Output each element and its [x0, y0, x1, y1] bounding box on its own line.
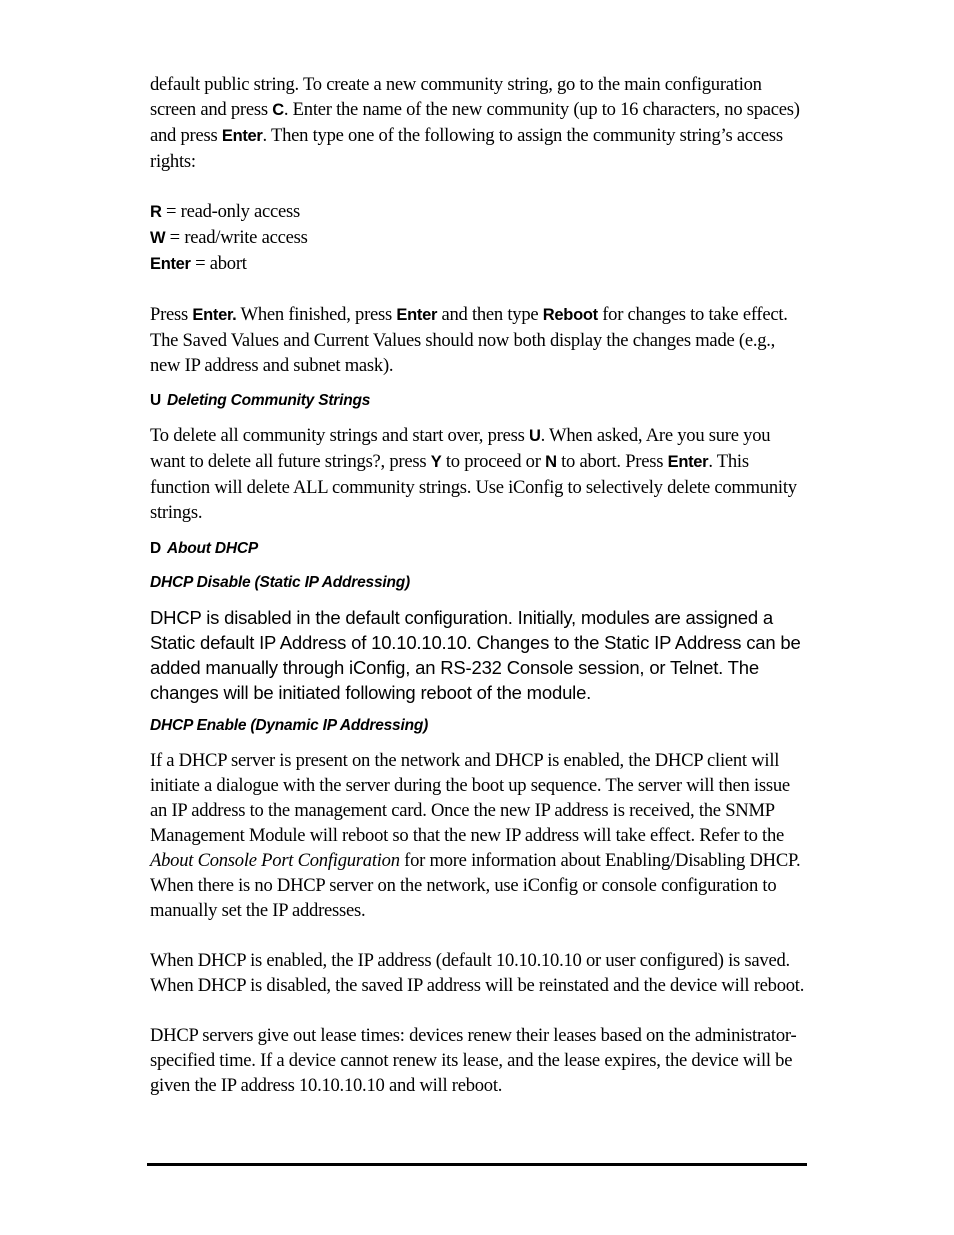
subheading-dhcp-enable: DHCP Enable (Dynamic IP Addressing)	[150, 717, 429, 734]
reboot-paragraph: Press Enter. When finished, press Enter and then type Reboot for changes to take effect. The Saved Values and Current Values should now both display the changes made (e.g., new IP address and subnet mask).	[150, 304, 788, 376]
community-string-paragraph: default public string. To create a new community string, go to the main configuration screen and press C. Enter the name of the new community (up to 16 characters, no spaces) and press Enter. Then type one of the following to assign the community string’s access rights:	[150, 74, 800, 172]
key-enter: Enter	[221, 127, 263, 145]
section-heading-delete-community: U Deleting Community Strings	[150, 392, 371, 409]
dhcp-saved-address-paragraph: When DHCP is enabled, the IP address (default 10.10.10.10 or user configured) is saved. When DHCP is disabled, the saved IP address will be reinstated and the device will reboot.	[150, 950, 805, 996]
access-item-abort: Enter = abort	[150, 253, 247, 274]
document-body	[150, 72, 806, 1098]
dhcp-disable-paragraph: DHCP is disabled in the default configuration. Initially, modules are assigned a Static default IP Address of 10.10.10.10. Changes to the Static IP Address can be added manually through iConfig, an RS-232 Console session, or Telnet. The changes will be initiated following reboot of the module.	[150, 607, 801, 703]
subheading-dhcp-disable: DHCP Disable (Static IP Addressing)	[150, 574, 410, 591]
key-c: C	[272, 101, 284, 119]
dhcp-lease-paragraph: DHCP servers give out lease times: devices renew their leases based on the administrator-specified time. If a device cannot renew its lease, and the lease expires, the device will be given the IP address 10.10.10.10 and will reboot.	[150, 1025, 797, 1096]
reference-console-port-configuration: About Console Port Configuration	[150, 850, 400, 871]
footer-rule	[147, 1163, 807, 1166]
section-heading-about-dhcp: D About DHCP	[150, 540, 258, 557]
access-rights-list	[150, 199, 806, 277]
delete-paragraph: To delete all community strings and start over, press U. When asked, Are you sure you want to delete all future strings?, press Y to proceed or N to abort. Press Enter. This function will delete ALL community strings. Use iConfig to selectively delete community strings.	[150, 425, 797, 523]
access-item-read-write: W = read/write access	[150, 227, 308, 248]
dhcp-enable-paragraph: If a DHCP server is present on the network and DHCP is enabled, the DHCP client will initiate a dialogue with the server during the boot up sequence. The server will then issue an IP address to the management card. Once the new IP address is received, the SNMP Management Module will reboot so that the new IP address will take effect. Refer to the About Console Port Configuration for more information about Enabling/Disabling DHCP. When there is no DHCP server on the network, use iConfig or console configuration to manually set the IP addresses.	[150, 750, 801, 921]
access-item-read-only: R = read-only access	[150, 201, 301, 222]
